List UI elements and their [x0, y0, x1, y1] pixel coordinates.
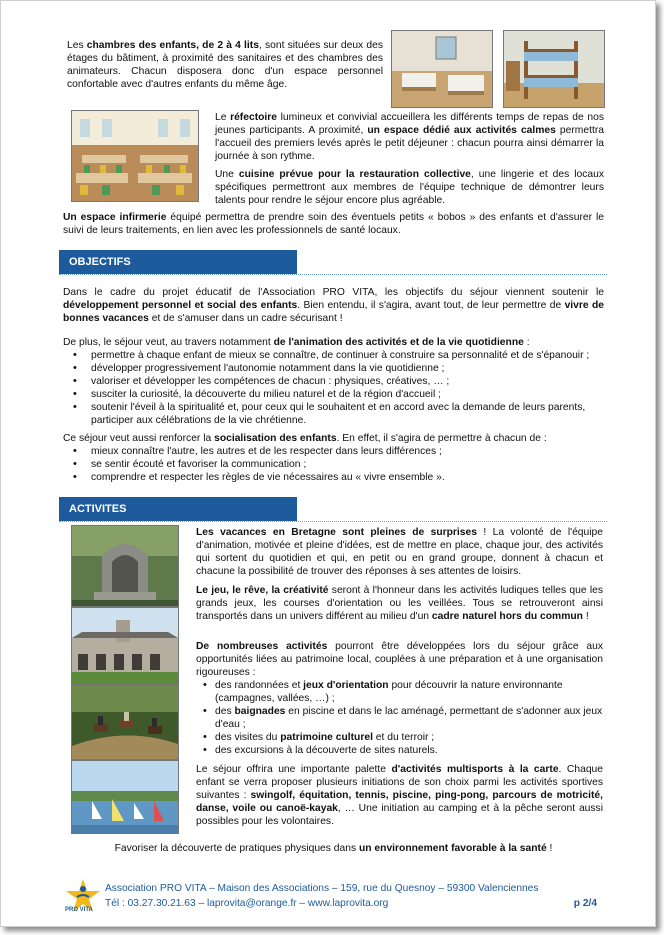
list-item: • mieux connaître l'autre, les autres et de les respecter dans leurs différences ;	[63, 445, 604, 458]
list-item: • se sentir écouté et favoriser la communication ;	[63, 458, 604, 471]
intro-paragraph-refectory: Le réfectoire lumineux et convivial accueillera les différents temps de repas de nos jeunes participants. A proximité, un espace dédié aux activités calmes permettra l'accueil des premiers levés après le petit déjeuner : chacun pourra ainsi démarrer la journée à son rythme.	[215, 112, 604, 162]
activites-divider	[59, 521, 607, 522]
objectifs-paragraph-2: De plus, le séjour veut, au travers notamment de l'animation des activités et de la vie quotidienne :	[63, 337, 530, 348]
intro-paragraph-infirmary: Un espace infirmerie équipé permettra de prendre soin des éventuels petits « bobos » des enfants et d'assurer le suivi de leurs traitements, en lien avec les professionnels de santé locaux.	[63, 212, 605, 236]
activites-paragraph-3: De nombreuses activités pourront être développées lors du séjour grâce aux opportunités liées au patrimoine local, couplées à une préparation et à une organisation rigoureuses :	[196, 641, 603, 678]
refectory-photo	[71, 110, 199, 202]
list-item: • développer progressivement l'autonomie notamment dans la vie quotidienne ;	[63, 362, 604, 375]
fountain-photo	[71, 525, 179, 607]
objectifs-list-2	[63, 445, 604, 484]
footer-address: Association PRO VITA – Maison des Associations – 159, rue du Quesnoy – 59300 Valenciennes	[105, 883, 539, 894]
activites-paragraph-4: Le séjour offrira une importante palette d'activités multisports à la carte. Chaque enfant se verra proposer plusieurs initiations de son choix parmi les activités sportives suivantes : swingolf, équitation, tennis, piscine, ping-pong, parcours de motricité, danse, voile ou canoë-kayak, … Une initiation au camping et à la pêche seront aussi possibles pour les volontaires.	[196, 764, 603, 827]
footer-contact: Tél : 03.27.30.21.63 – laprovita@orange.fr – www.laprovita.org	[105, 898, 389, 909]
bedroom-photo-1	[391, 30, 493, 108]
objectifs-heading: OBJECTIFS	[59, 250, 297, 274]
objectifs-intro-paragraph: Dans le cadre du projet éducatif de l'Association PRO VITA, les objectifs du séjour viennent soutenir le développement personnel et social des enfants. Bien entendu, il s'agira, avant tout, de leur permettre de vivre de bonnes vacances et de s'amuser dans un cadre sécurisant !	[63, 287, 604, 324]
objectifs-divider	[59, 274, 607, 275]
list-item: • des baignades en piscine et dans le lac aménagé, permettant de s'adonner aux jeux d'eau ;	[196, 705, 603, 731]
list-item: • susciter la curiosité, la découverte du milieu naturel et de la région d'accueil ;	[63, 388, 604, 401]
activites-list	[196, 679, 603, 757]
intro-paragraph-bedrooms: Les chambres des enfants, de 2 à 4 lits, sont situées sur deux des étages du bâtiment, à proximité des sanitaires et des chambres des animateurs. Chacun disposera donc d'un espace personnel confortable avec d'autres enfants du même âge.	[67, 40, 383, 90]
activites-paragraph-2: Le jeu, le rêve, la créativité seront à l'honneur dans les activités ludiques telles que les grands jeux, les courses d'orientation ou les veillées. Tous se retrouveront ainsi transportés dans un univers différent au milieu d'un cadre naturel hors du commun !	[196, 585, 603, 622]
pro-vita-logo	[63, 877, 103, 917]
list-item: • des visites du patrimoine culturel et du terroir ;	[196, 731, 603, 744]
logo-text: PRO VITA	[65, 907, 93, 913]
intro-paragraph-kitchen: Une cuisine prévue pour la restauration collective, une lingerie et des locaux spécifiques permettront aux membres de l'équipe technique de démontrer leurs talents pour rendre le séjour encore plus agréable.	[215, 169, 604, 206]
list-item: • comprendre et respecter les règles de vie nécessaires au « vivre ensemble ».	[63, 471, 604, 484]
sailing-photo	[71, 760, 179, 834]
activites-paragraph-1: Les vacances en Bretagne sont pleines de surprises ! La volonté de l'équipe d'animation, motivée et pleine d'idées, est de mettre en place, chaque jour, des activités qui sortent du quotidien et qui, en petit ou en grand groupe, donnent à chacun et chacune la possibilité de trouver des réponses à ses attentes de loisirs.	[196, 527, 603, 577]
list-item: • soutenir l'éveil à la spiritualité et, pour ceux qui le souhaitent et en accord avec la demande de leurs parents, participer aux célébrations de la vie chrétienne.	[63, 401, 604, 427]
list-item: • des randonnées et jeux d'orientation pour découvrir la nature environnante (campagnes, vallées, …) ;	[196, 679, 603, 705]
activites-heading: ACTIVITES	[59, 497, 297, 521]
horse-riding-photo	[71, 685, 179, 760]
activites-closing-line: Favoriser la découverte de pratiques physiques dans un environnement favorable à la santé !	[114, 843, 553, 854]
objectifs-list-1	[63, 349, 604, 427]
abbey-photo	[71, 607, 179, 685]
list-item: • valoriser et développer les compétences de chacun : physiques, créatives, … ;	[63, 375, 604, 388]
objectifs-paragraph-3: Ce séjour veut aussi renforcer la socialisation des enfants. En effet, il s'agira de permettre à chacun de :	[63, 433, 547, 444]
bedroom-photo-2	[503, 30, 605, 108]
list-item: • permettre à chaque enfant de mieux se connaître, de continuer à construire sa personnalité et de s'épanouir ;	[63, 349, 604, 362]
page-number: p 2/4	[573, 898, 597, 909]
list-item: • des excursions à la découverte de sites naturels.	[196, 744, 603, 757]
